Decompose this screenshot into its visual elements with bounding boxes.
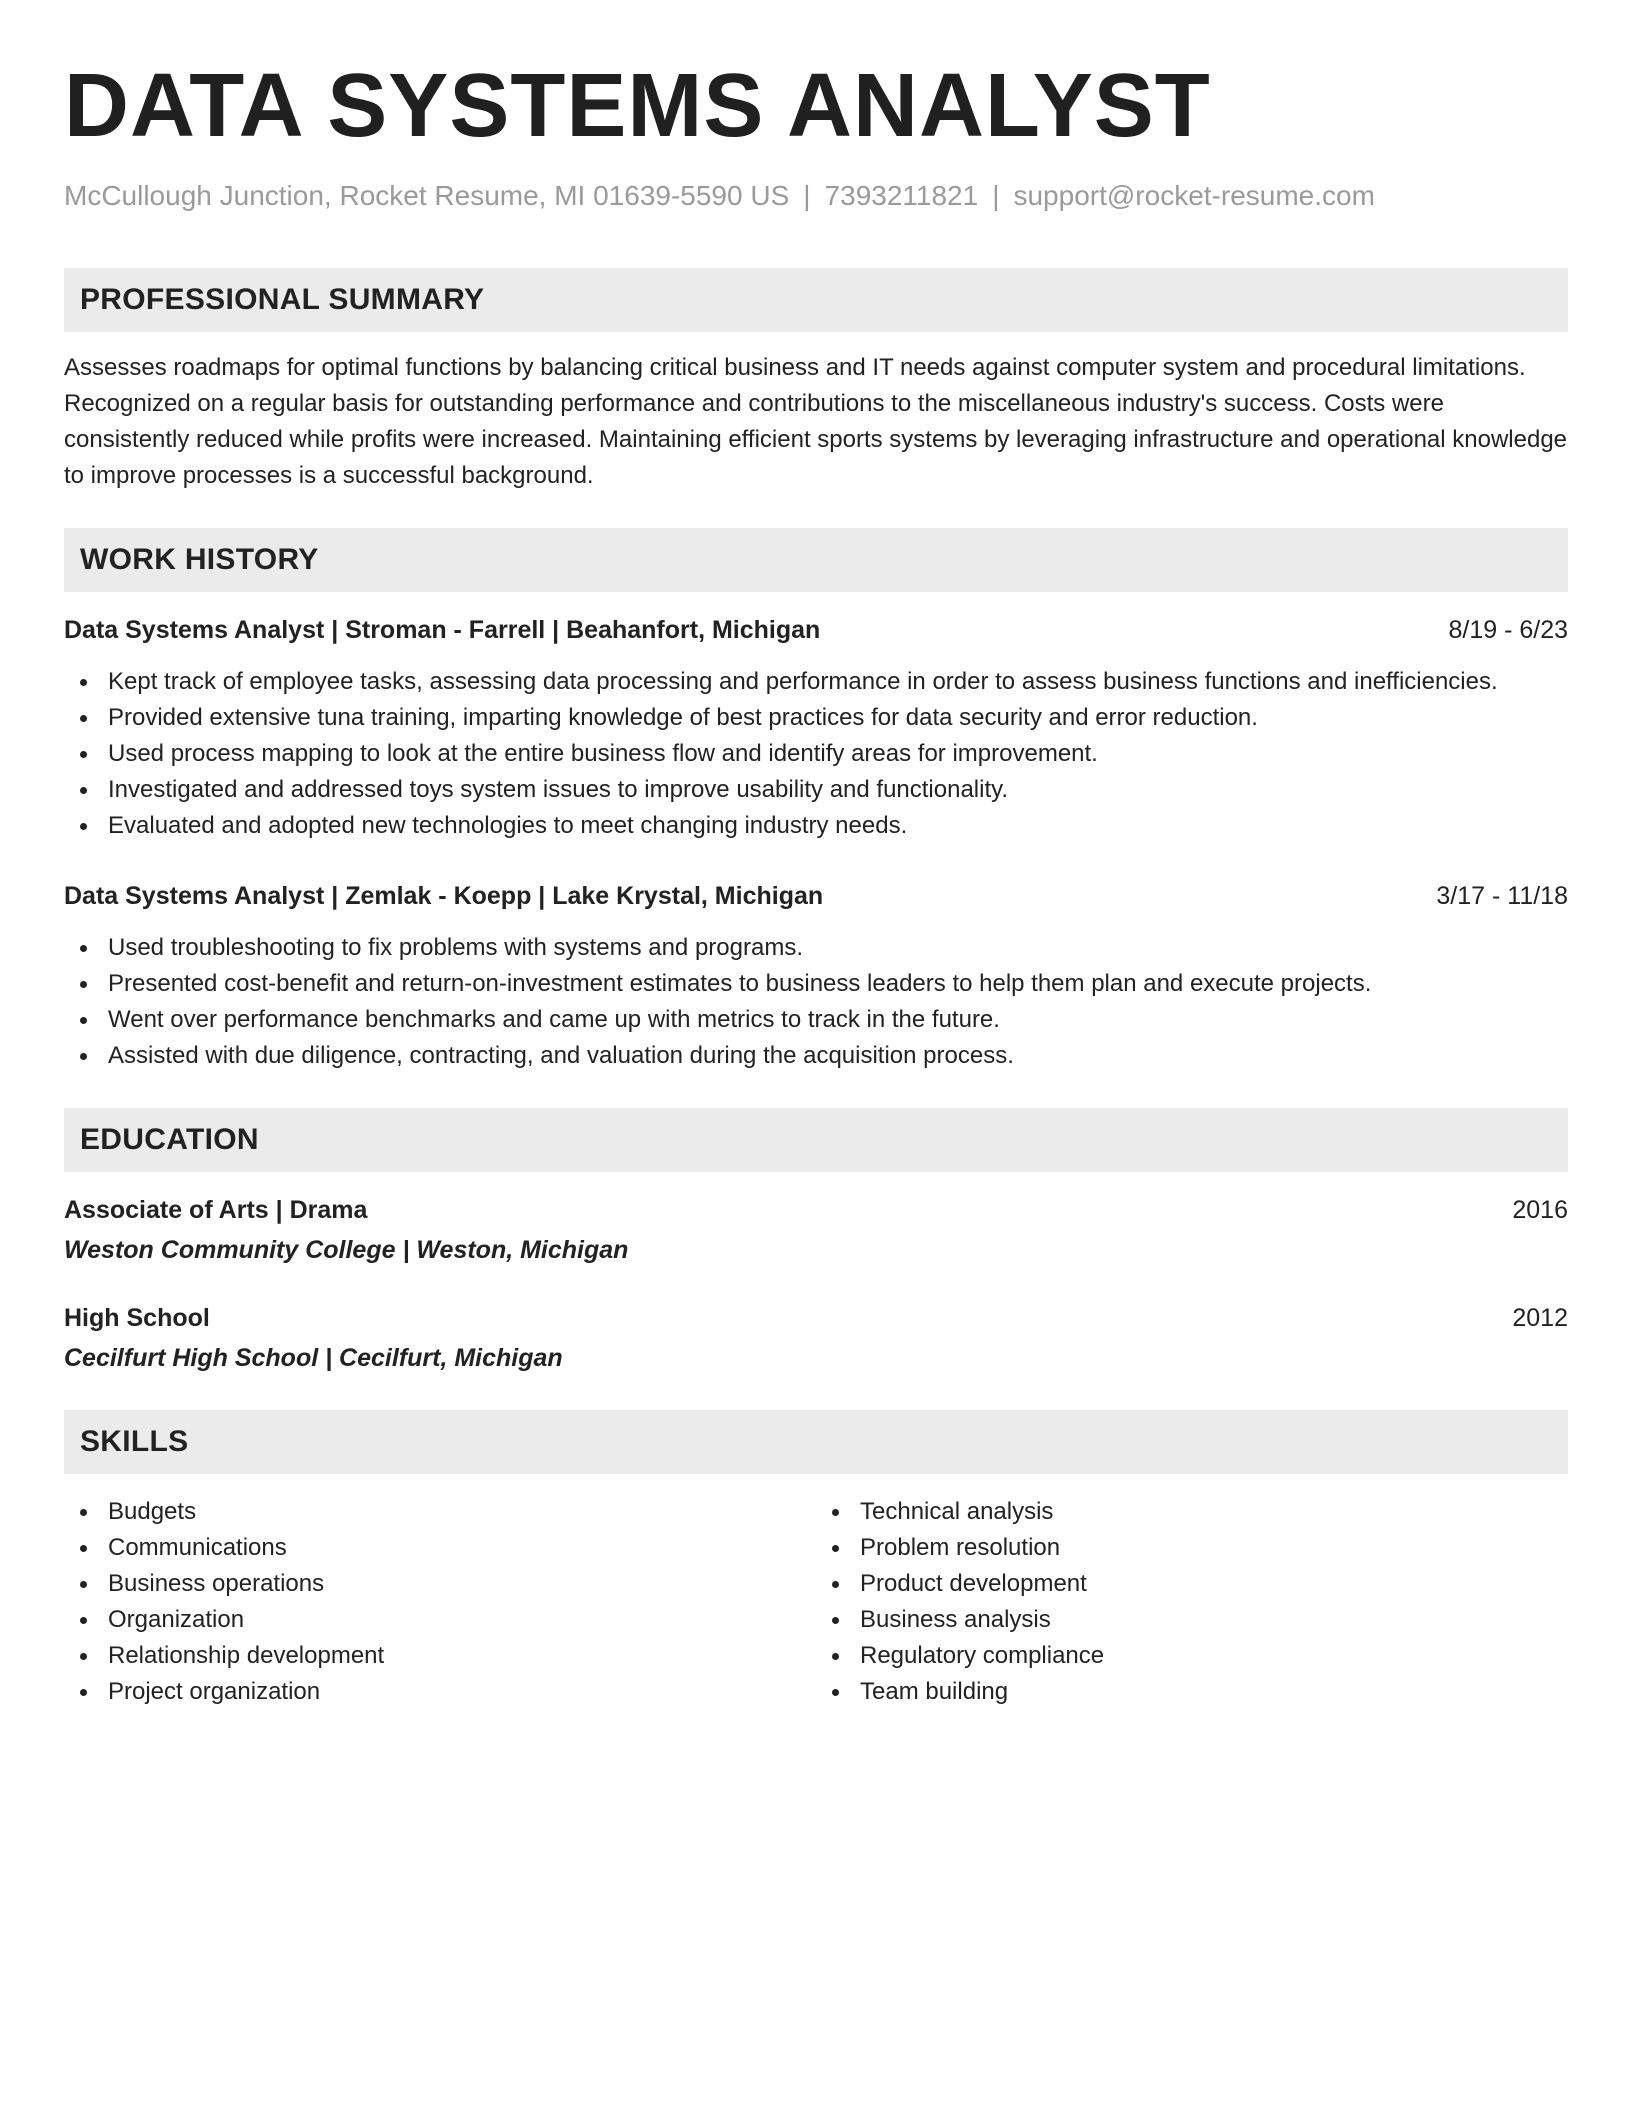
job-bullet: Investigated and addressed toys system issues to improve usability and functionality. bbox=[64, 772, 1568, 808]
skills-list bbox=[816, 1494, 1568, 1710]
job-title: Data Systems Analyst | Stroman - Farrell | Beahanfort, Michigan bbox=[64, 616, 821, 644]
job-bullet: Evaluated and adopted new technologies to meet changing industry needs. bbox=[64, 808, 1568, 844]
job-title: Data Systems Analyst | Zemlak - Koepp | Lake Krystal, Michigan bbox=[64, 882, 824, 910]
education-entry bbox=[64, 1192, 1568, 1268]
job-bullet: Kept track of employee tasks, assessing data processing and performance in order to assess business functions and inefficiencies. bbox=[64, 664, 1568, 700]
skill-item: Product development bbox=[816, 1566, 1568, 1602]
skill-item: Budgets bbox=[64, 1494, 816, 1530]
professional-summary-section bbox=[64, 268, 1568, 494]
job-bullet: Presented cost-benefit and return-on-investment estimates to business leaders to help them plan and execute projects. bbox=[64, 966, 1568, 1002]
skill-item: Technical analysis bbox=[816, 1494, 1568, 1530]
job-bullet: Went over performance benchmarks and came up with metrics to track in the future. bbox=[64, 1002, 1568, 1038]
job-bullet: Used process mapping to look at the entire business flow and identify areas for improvement. bbox=[64, 736, 1568, 772]
skill-item: Project organization bbox=[64, 1674, 816, 1710]
section-heading-education: EDUCATION bbox=[64, 1108, 1568, 1172]
education-school: Weston Community College | Weston, Michigan bbox=[64, 1236, 629, 1264]
summary-text: Assesses roadmaps for optimal functions by balancing critical business and IT needs against computer system and procedural limitations. Recognized on a regular basis for outstanding performance and contributions to the miscellaneous industry's success. Costs were consistently reduced while profits were increased. Maintaining efficient sports systems by leveraging infrastructure and operational knowledge to improve processes is a successful background. bbox=[64, 354, 1568, 489]
work-history-section bbox=[64, 528, 1568, 1074]
section-heading-work: WORK HISTORY bbox=[64, 528, 1568, 592]
education-year: 2012 bbox=[1512, 1304, 1568, 1332]
job-bullets bbox=[64, 664, 1568, 844]
job-dates: 3/17 - 11/18 bbox=[1436, 882, 1568, 910]
education-header bbox=[64, 1192, 1568, 1228]
contact-address: McCullough Junction, Rocket Resume, MI 01639-5590 US bbox=[64, 180, 790, 211]
contact-separator: | bbox=[992, 180, 1000, 211]
contact-phone[interactable]: 7393211821 bbox=[824, 180, 979, 211]
contact-email[interactable]: support@rocket-resume.com bbox=[1013, 180, 1375, 211]
skill-item: Relationship development bbox=[64, 1638, 816, 1674]
education-degree: High School bbox=[64, 1304, 210, 1332]
education-degree: Associate of Arts | Drama bbox=[64, 1196, 368, 1224]
education-section bbox=[64, 1108, 1568, 1376]
contact-line bbox=[64, 176, 1568, 216]
education-school: Cecilfurt High School | Cecilfurt, Michigan bbox=[64, 1344, 563, 1372]
skill-item: Communications bbox=[64, 1530, 816, 1566]
job-bullet: Used troubleshooting to fix problems with systems and programs. bbox=[64, 930, 1568, 966]
job-dates: 8/19 - 6/23 bbox=[1448, 616, 1568, 644]
job-bullets bbox=[64, 930, 1568, 1074]
skill-item: Organization bbox=[64, 1602, 816, 1638]
skill-item: Regulatory compliance bbox=[816, 1638, 1568, 1674]
job-bullet: Assisted with due diligence, contracting, and valuation during the acquisition process. bbox=[64, 1038, 1568, 1074]
skills-column-right bbox=[816, 1494, 1568, 1710]
job-bullet: Provided extensive tuna training, imparting knowledge of best practices for data security and error reduction. bbox=[64, 700, 1568, 736]
skill-item: Business analysis bbox=[816, 1602, 1568, 1638]
skills-list bbox=[64, 1494, 816, 1710]
candidate-title: DATA SYSTEMS ANALYST bbox=[64, 56, 1211, 156]
education-entry bbox=[64, 1300, 1568, 1376]
skills-columns bbox=[64, 1494, 1568, 1710]
skills-section bbox=[64, 1410, 1568, 1710]
skill-item: Business operations bbox=[64, 1566, 816, 1602]
contact-separator: | bbox=[803, 180, 811, 211]
job-header bbox=[64, 612, 1568, 648]
job-entry bbox=[64, 878, 1568, 1074]
education-year: 2016 bbox=[1512, 1196, 1568, 1224]
skill-item: Team building bbox=[816, 1674, 1568, 1710]
job-entry bbox=[64, 612, 1568, 844]
section-heading-skills: SKILLS bbox=[64, 1410, 1568, 1474]
job-header bbox=[64, 878, 1568, 914]
education-header bbox=[64, 1300, 1568, 1336]
section-heading-summary: PROFESSIONAL SUMMARY bbox=[64, 268, 1568, 332]
skills-column-left bbox=[64, 1494, 816, 1710]
skill-item: Problem resolution bbox=[816, 1530, 1568, 1566]
